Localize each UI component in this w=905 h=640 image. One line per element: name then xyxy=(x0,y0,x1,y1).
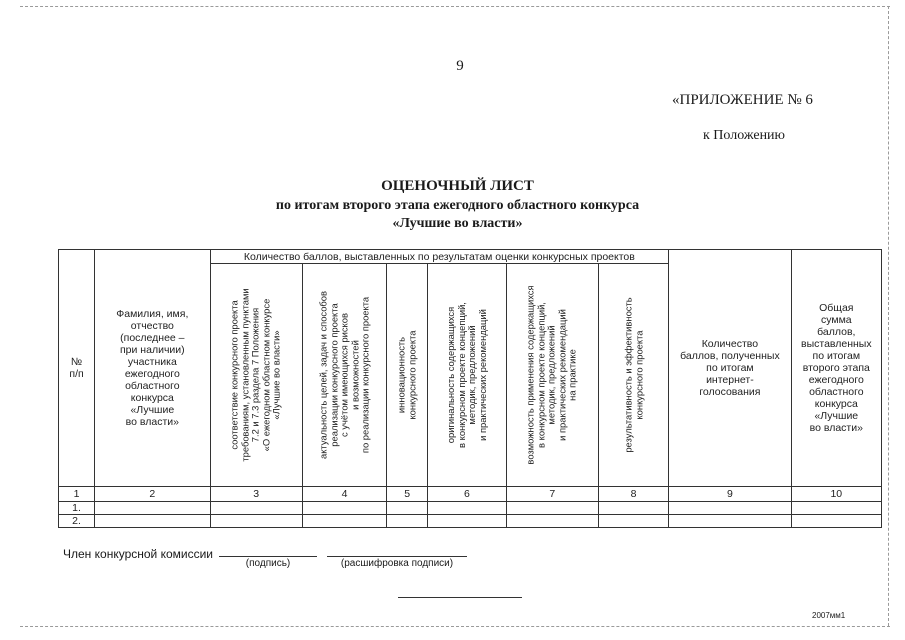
column-number: 10 xyxy=(791,487,881,502)
cell-total-score[interactable] xyxy=(791,502,881,515)
column-number: 9 xyxy=(669,487,791,502)
table-row xyxy=(59,502,882,515)
criterion-header-originality xyxy=(428,264,506,487)
criterion-header-effectiveness xyxy=(598,264,668,487)
row-number: 1. xyxy=(59,502,95,515)
criterion-label: соответствие конкурсного проекта требованиям, установленным пунктами 7.2 и 7.3 раздела 7 Положения «О ежегодном областном конкурсе «Лучшие во власти» xyxy=(228,288,283,462)
appendix-title: «ПРИЛОЖЕНИЕ № 6 xyxy=(672,92,813,108)
cell-score[interactable] xyxy=(428,502,506,515)
evaluation-table xyxy=(58,249,882,528)
column-number: 2 xyxy=(95,487,210,502)
header-row-1 xyxy=(59,250,882,264)
criterion-label: возможность применения содержащихся в конкурсном проекте концепций, методик, предложений и практических рекомендаций на практике xyxy=(524,285,579,465)
criterion-label: результативность и эффективность конкурсного проекта xyxy=(621,297,644,453)
column-number: 7 xyxy=(506,487,598,502)
criterion-header-innovation xyxy=(387,264,428,487)
cell-score[interactable] xyxy=(598,515,668,528)
document-subtitle-line1: по итогам второго этапа ежегодного областного конкурса xyxy=(275,198,640,213)
column-number: 3 xyxy=(210,487,302,502)
cell-score[interactable] xyxy=(210,515,302,528)
column-number: 1 xyxy=(59,487,95,502)
appendix-subtitle: к Положению xyxy=(703,128,786,143)
cell-score[interactable] xyxy=(302,502,386,515)
document-code: 2007мм1 xyxy=(812,611,846,620)
column-number: 4 xyxy=(302,487,386,502)
cell-score[interactable] xyxy=(428,515,506,528)
page-number: 9 xyxy=(456,58,464,74)
criterion-label: актуальность целей, задач и способов реализации конкурсного проекта с учётом имеющихся рисков и возможностей по реализации конкурсного проекта xyxy=(317,291,371,459)
scores-group-header: Количество баллов, выставленных по результатам оценки конкурсных проектов xyxy=(210,250,669,264)
criterion-label: инновационность конкурсного проекта xyxy=(395,330,418,420)
cell-name[interactable] xyxy=(95,502,210,515)
criterion-label: оригинальность содержащихся в конкурсном проекте концепций, методик, предложений и практических рекомендаций xyxy=(444,302,488,448)
table-row xyxy=(59,515,882,528)
row-number: 2. xyxy=(59,515,95,528)
page-border-top xyxy=(20,6,890,7)
cell-name[interactable] xyxy=(95,515,210,528)
cell-internet-score[interactable] xyxy=(669,515,791,528)
page-border-bottom xyxy=(20,626,890,627)
col-number-header: № п/п xyxy=(59,250,95,487)
cell-internet-score[interactable] xyxy=(669,502,791,515)
cell-total-score[interactable] xyxy=(791,515,881,528)
signature-caption: (подпись) xyxy=(245,558,291,569)
cell-score[interactable] xyxy=(387,502,428,515)
document-title: ОЦЕНОЧНЫЙ ЛИСТ xyxy=(381,178,534,194)
criterion-header-relevance xyxy=(302,264,386,487)
cell-score[interactable] xyxy=(210,502,302,515)
col-total-header: Общая сумма баллов, выставленных по итогам второго этапа ежегодного областного конкурса «Лучшие во власти» xyxy=(791,250,881,487)
col-name-header: Фамилия, имя, отчество (последнее – при наличии) участника ежегодного областного конкурса «Лучшие во власти» xyxy=(95,250,210,487)
page-border-right xyxy=(888,6,889,626)
cell-score[interactable] xyxy=(302,515,386,528)
column-number: 6 xyxy=(428,487,506,502)
cell-score[interactable] xyxy=(598,502,668,515)
cell-score[interactable] xyxy=(506,515,598,528)
end-of-document-line xyxy=(398,597,522,598)
criterion-header-applicability xyxy=(506,264,598,487)
document-subtitle-line2: «Лучшие во власти» xyxy=(392,216,523,231)
signature-decoding-caption: (расшифровка подписи) xyxy=(340,558,454,569)
cell-score[interactable] xyxy=(506,502,598,515)
col-internet-header: Количество баллов, полученных по итогам интернет- голосования xyxy=(669,250,791,487)
cell-score[interactable] xyxy=(387,515,428,528)
column-number: 8 xyxy=(598,487,668,502)
column-number: 5 xyxy=(387,487,428,502)
signature-label: Член конкурсной комиссии xyxy=(63,547,213,561)
criterion-header-compliance xyxy=(210,264,302,487)
signature-line[interactable] xyxy=(219,556,317,557)
signature-decoding-line[interactable] xyxy=(327,556,467,557)
column-numbers-row xyxy=(59,487,882,502)
